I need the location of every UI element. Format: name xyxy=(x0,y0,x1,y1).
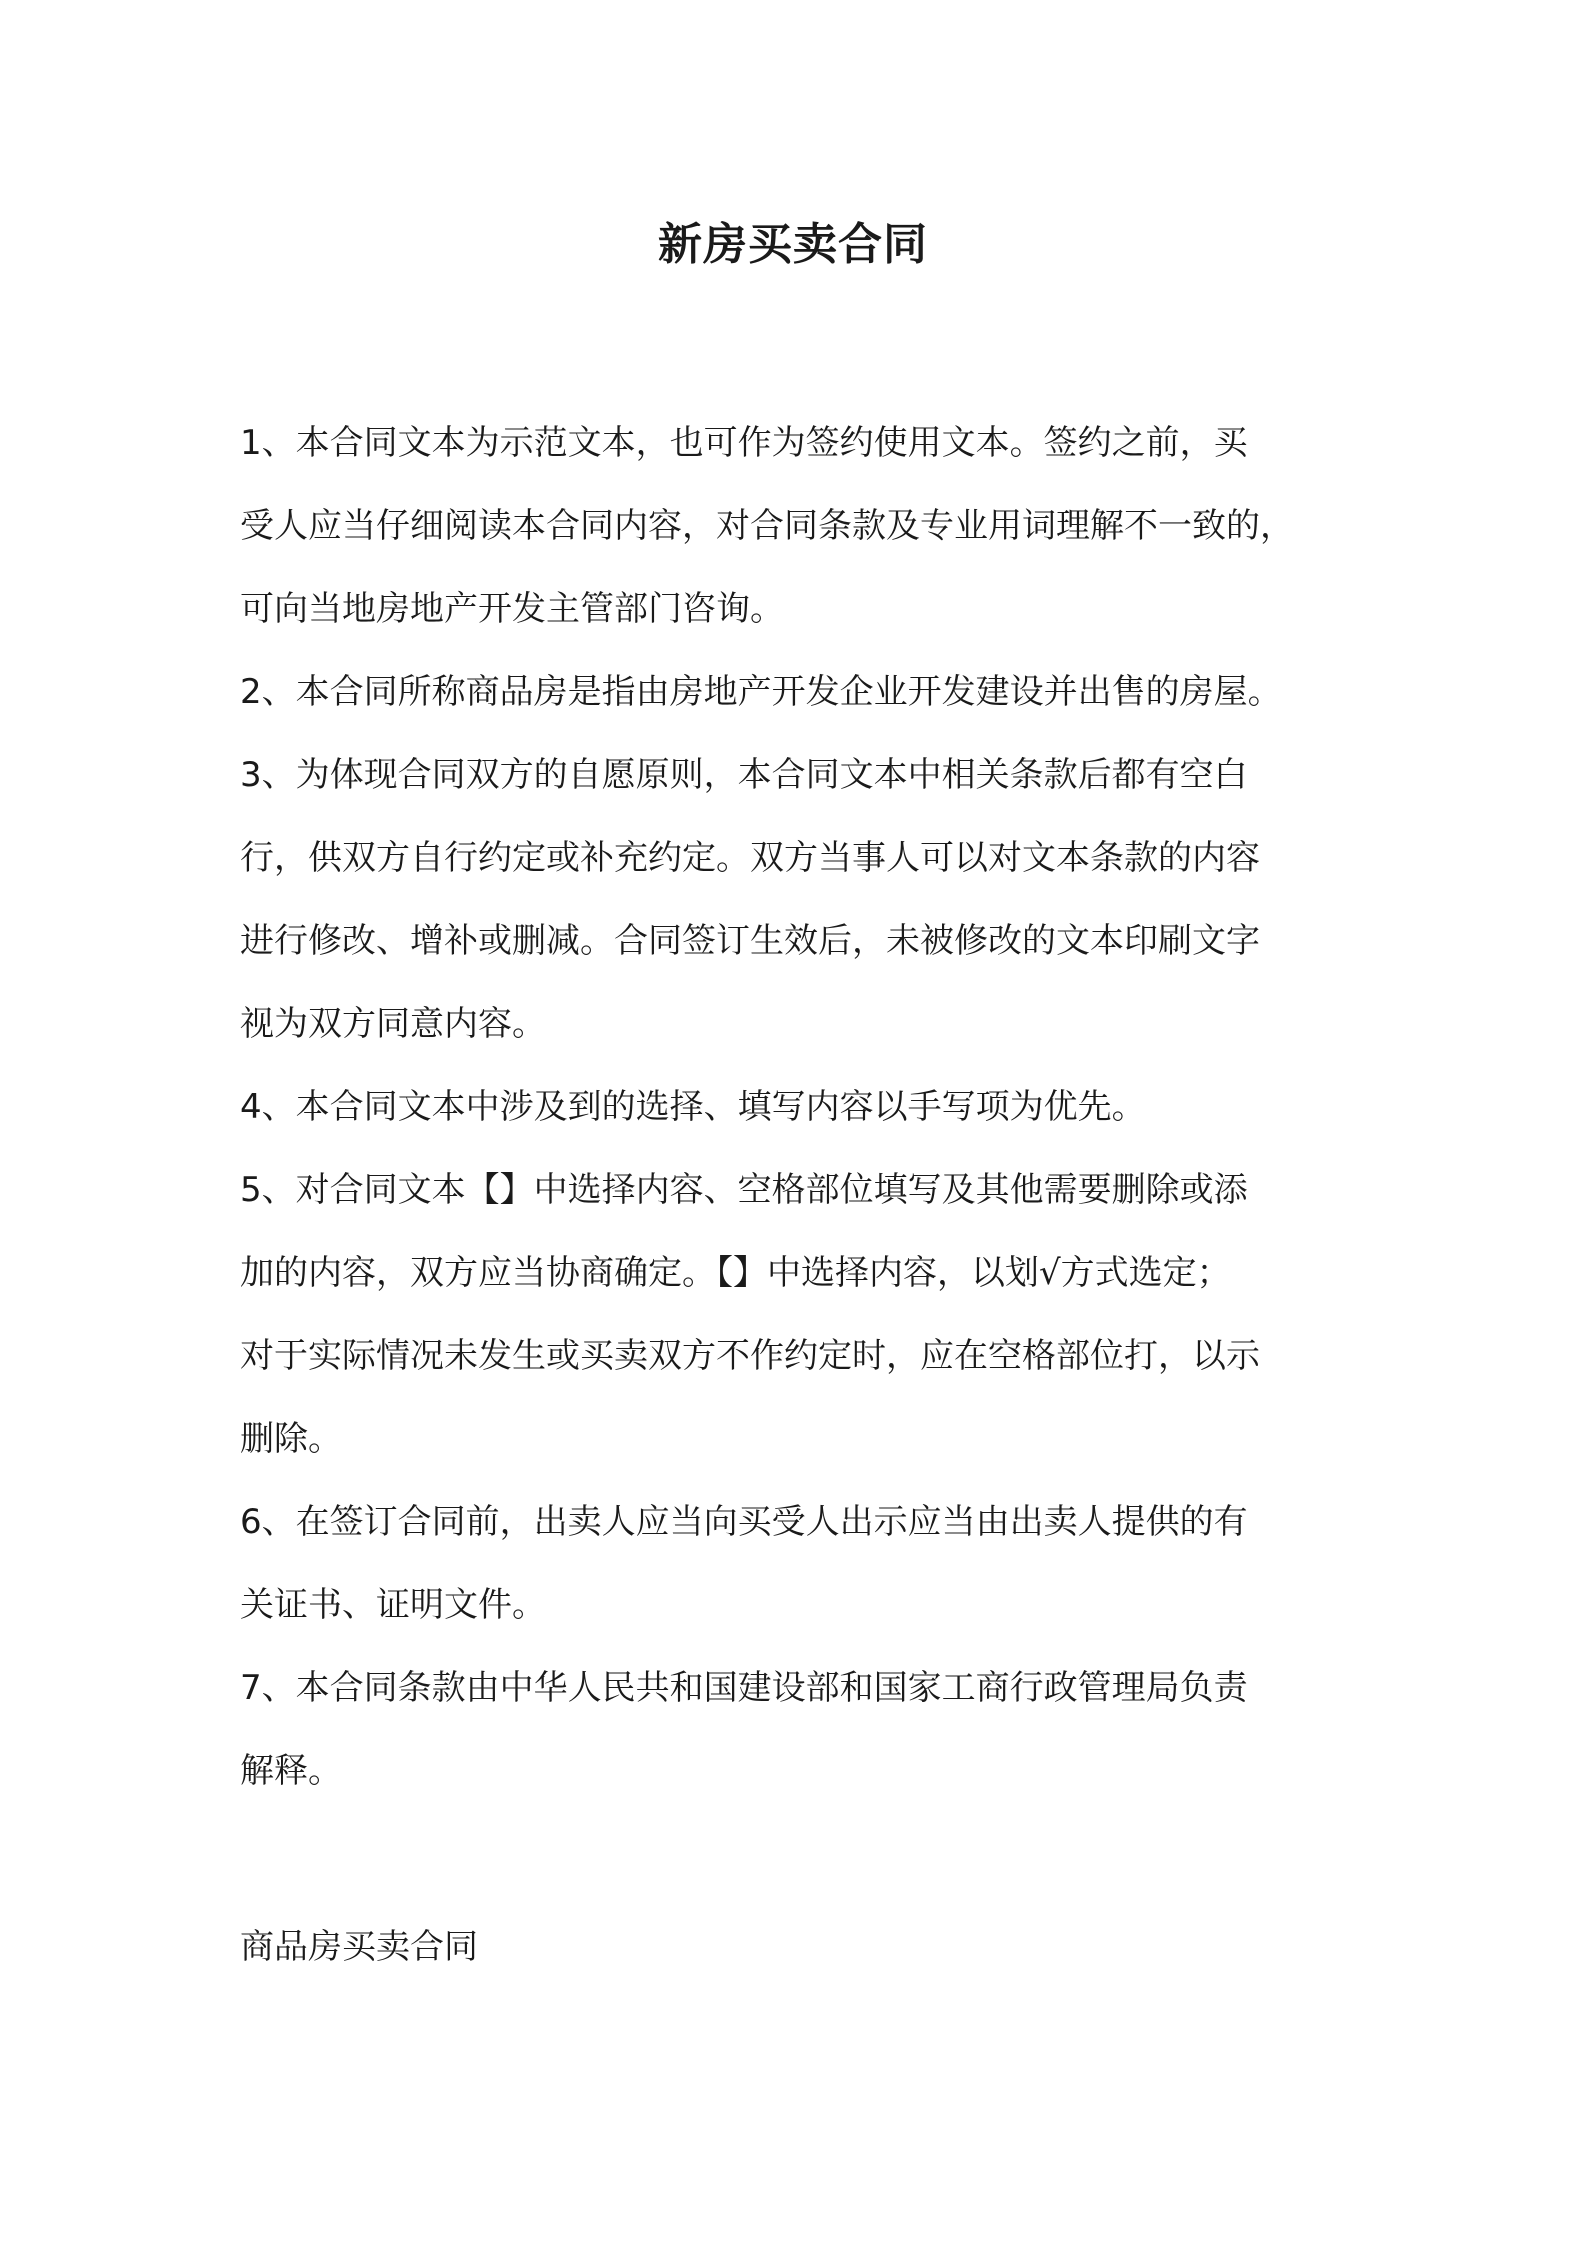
paragraph-line: 删除。 xyxy=(240,1419,342,1459)
paragraph-line: 2、本合同所称商品房是指由房地产开发企业开发建设并出售的房屋。 xyxy=(240,672,1282,712)
paragraph-line: 关证书、证明文件。 xyxy=(240,1585,546,1625)
paragraph-line: 6、在签订合同前，出卖人应当向买受人出示应当由出卖人提供的有 xyxy=(240,1502,1248,1542)
paragraph-line: 解释。 xyxy=(240,1751,342,1791)
paragraph-line: 7、本合同条款由中华人民共和国建设部和国家工商行政管理局负责 xyxy=(240,1668,1248,1708)
paragraph-line: 1、本合同文本为示范文本，也可作为签约使用文本。签约之前，买 xyxy=(240,423,1248,463)
contract-subtitle: 商品房买卖合同 xyxy=(240,1927,478,1967)
paragraph-line: 受人应当仔细阅读本合同内容，对合同条款及专业用词理解不一致的， xyxy=(240,506,1294,546)
paragraph-line: 可向当地房地产开发主管部门咨询。 xyxy=(240,589,784,629)
paragraph-line: 视为双方同意内容。 xyxy=(240,1004,546,1044)
paragraph-2 xyxy=(240,651,1380,734)
paragraph-1 xyxy=(240,402,1380,651)
paragraph-line: 加的内容，双方应当协商确定。【】中选择内容，以划√方式选定； xyxy=(240,1253,1231,1293)
paragraph-4 xyxy=(240,1066,1380,1149)
paragraph-line: 5、对合同文本【】中选择内容、空格部位填写及其他需要删除或添 xyxy=(240,1170,1248,1210)
paragraph-line: 4、本合同文本中涉及到的选择、填写内容以手写项为优先。 xyxy=(240,1087,1146,1127)
document-title: 新房买卖合同 xyxy=(658,219,928,270)
paragraph-6 xyxy=(240,1481,1380,1647)
paragraph-line: 3、为体现合同双方的自愿原则，本合同文本中相关条款后都有空白 xyxy=(240,755,1248,795)
document-body xyxy=(240,402,1380,1813)
paragraph-3 xyxy=(240,734,1380,1066)
paragraph-5 xyxy=(240,1149,1380,1481)
paragraph-line: 行，供双方自行约定或补充约定。双方当事人可以对文本条款的内容 xyxy=(240,838,1260,878)
paragraph-line: 对于实际情况未发生或买卖双方不作约定时，应在空格部位打，以示 xyxy=(240,1336,1260,1376)
paragraph-7 xyxy=(240,1647,1380,1813)
paragraph-line: 进行修改、增补或删减。合同签订生效后，未被修改的文本印刷文字 xyxy=(240,921,1260,961)
